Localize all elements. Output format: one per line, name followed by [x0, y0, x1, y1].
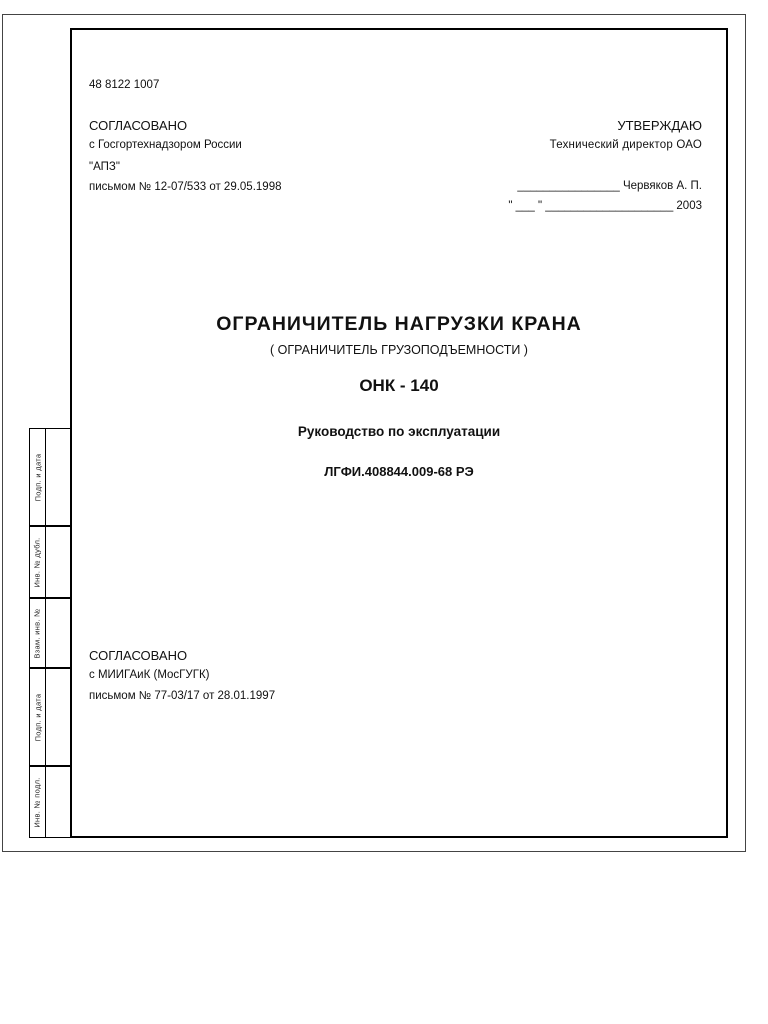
side-stamp-block — [29, 428, 71, 838]
stamp-label: Взам. инв. № — [33, 607, 43, 659]
stamp-row-original-inventory — [29, 766, 71, 838]
approval-bottom-line2: письмом № 77-03/17 от 28.01.1997 — [89, 690, 276, 702]
document-designation-code: ЛГФИ.408844.009-68 РЭ — [324, 464, 474, 479]
stamp-row-signature-date-2 — [29, 668, 71, 766]
stamp-label: Подп. и дата — [33, 453, 42, 501]
device-model: ОНК - 140 — [359, 376, 439, 395]
approval-left-line1: с Госгортехнадзором России — [89, 139, 242, 151]
approval-bottom-line1: с МИИГАиК (МосГУГК) — [89, 669, 210, 681]
stamp-label: Инв. № дубл. — [33, 536, 43, 588]
approval-left-line3: письмом № 12-07/533 от 29.05.1998 — [89, 181, 282, 193]
approval-right-signature-line: ________________ Червяков А. П. — [517, 180, 702, 192]
approval-left-heading: СОГЛАСОВАНО — [89, 118, 188, 133]
document-type: Руководство по эксплуатации — [297, 424, 501, 439]
approval-right-heading: УТВЕРЖДАЮ — [617, 118, 702, 133]
stamp-label: Подп. и дата — [33, 693, 42, 741]
stamp-label: Инв. № подл. — [33, 776, 43, 828]
document-title: ОГРАНИЧИТЕЛЬ НАГРУЗКИ КРАНА — [216, 313, 582, 335]
stamp-row-signature-date-1 — [29, 428, 71, 526]
stamp-row-duplicate-inventory — [29, 526, 71, 598]
approval-left-line2: "АПЗ" — [89, 161, 120, 173]
approval-bottom-heading: СОГЛАСОВАНО — [89, 648, 188, 663]
approval-right-line1: Технический директор ОАО — [549, 139, 702, 151]
stamp-row-replacement-inventory — [29, 598, 71, 668]
document-code-number: 48 8122 1007 — [89, 79, 160, 91]
approval-right-date-line: " ___ " ____________________ 2003 — [508, 200, 702, 212]
document-subtitle: ( ОГРАНИЧИТЕЛЬ ГРУЗОПОДЪЕМНОСТИ ) — [270, 343, 528, 357]
